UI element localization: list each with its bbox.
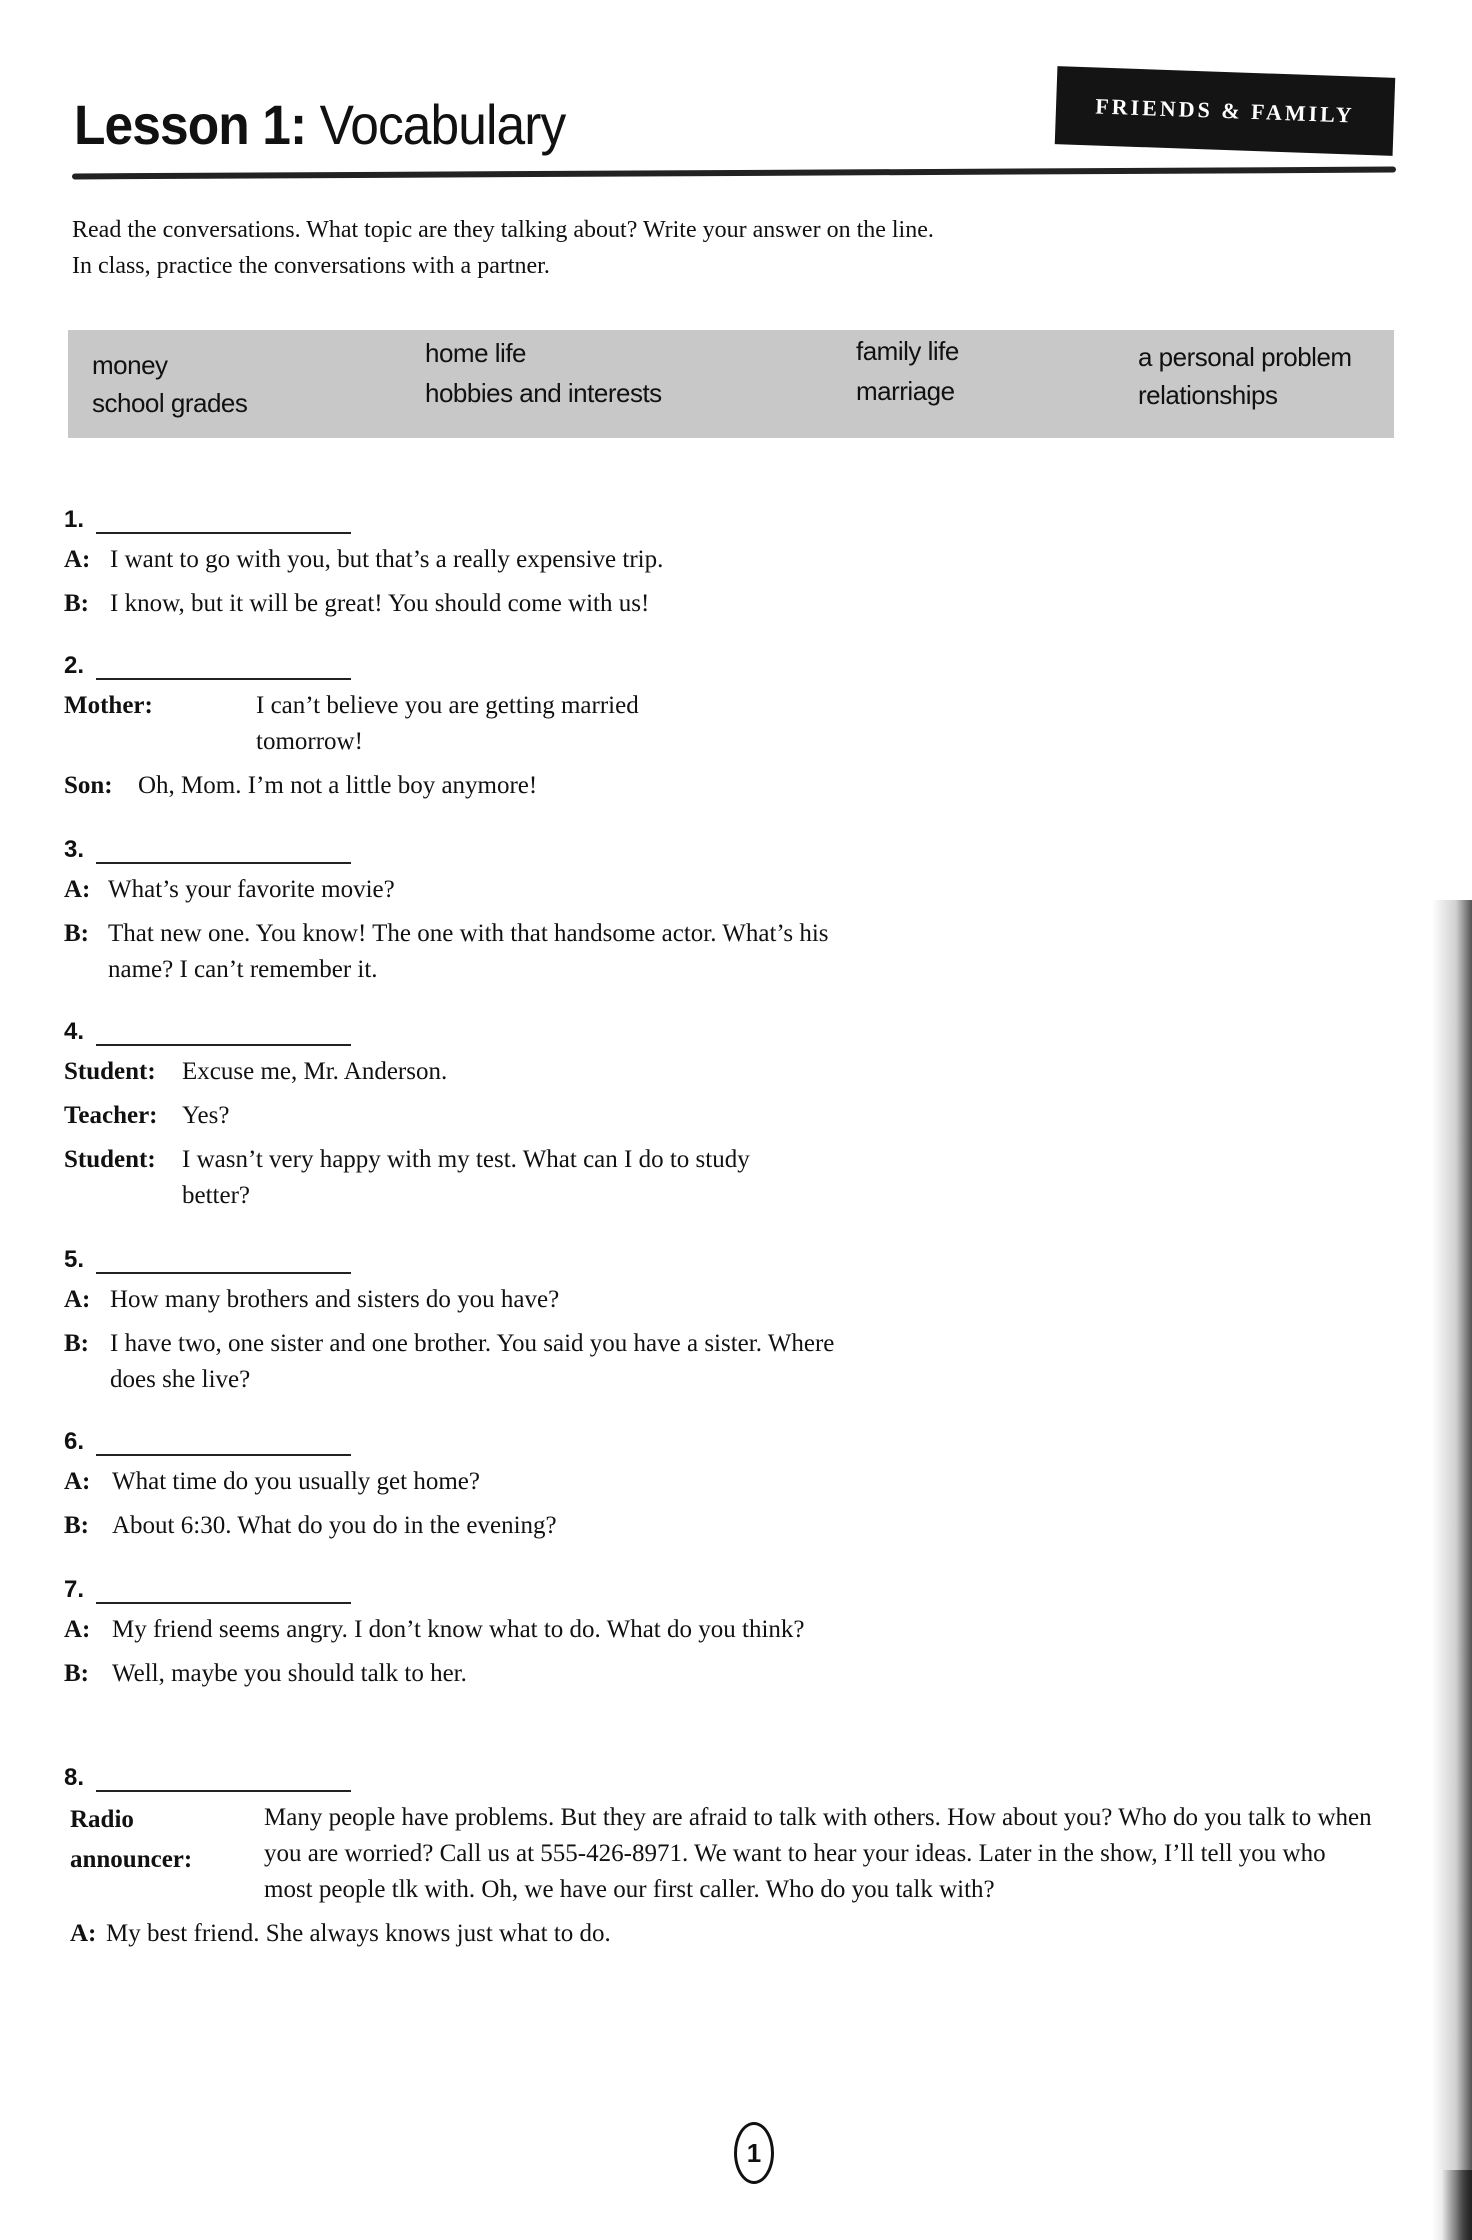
exercise-number: 8. <box>64 1764 85 1791</box>
page-corner-shadow <box>1442 2170 1472 2240</box>
answer-blank[interactable] <box>96 1770 351 1792</box>
exercise-number: 1. <box>64 506 85 533</box>
page-title <box>74 92 565 157</box>
speaker-label: Mother: <box>64 692 153 719</box>
speaker-label: A: <box>64 876 91 903</box>
exercise-number: 7. <box>64 1576 85 1603</box>
answer-blank[interactable] <box>96 512 351 534</box>
word-bank-item: relationships <box>1138 380 1278 410</box>
word-bank-item: family life <box>856 336 959 366</box>
exercise-3 <box>64 830 868 988</box>
page-edge-shadow <box>1432 900 1472 2240</box>
answer-blank[interactable] <box>96 1024 351 1046</box>
speaker-label: A: <box>70 1920 97 1947</box>
utterance: Oh, Mom. I’m not a little boy anymore! <box>138 772 538 799</box>
speaker-label: A: <box>64 546 91 573</box>
speaker-label: B: <box>64 920 89 947</box>
instructions <box>72 212 1172 284</box>
exercise-number: 2. <box>64 652 85 679</box>
word-bank-item: money <box>92 350 168 380</box>
utterance: I know, but it will be great! You should come with us! <box>110 590 650 617</box>
speaker-label: A: <box>64 1468 91 1495</box>
exercise-number: 6. <box>64 1428 85 1455</box>
word-bank-item: home life <box>425 338 526 368</box>
answer-blank[interactable] <box>96 842 351 864</box>
exercise-4 <box>64 1012 802 1214</box>
speaker-label: Son: <box>64 772 113 799</box>
speaker-label: A: <box>64 1616 91 1643</box>
word-bank-item: marriage <box>856 376 955 406</box>
exercise-8 <box>64 1758 1374 1952</box>
page-number: 1 <box>734 2122 774 2184</box>
exercise-number: 4. <box>64 1018 85 1045</box>
utterance: I can’t believe you are getting married tomorrow! <box>256 692 639 755</box>
speaker-label: Student: <box>64 1058 156 1085</box>
instructions-line-1: Read the conversations. What topic are they talking about? Write your answer on the line. <box>72 217 934 243</box>
utterance: What time do you usually get home? <box>112 1468 480 1495</box>
utterance: My best friend. She always knows just what to do. <box>106 1920 611 1947</box>
speaker-label: Radio announcer: <box>70 1806 193 1873</box>
speaker-label: A: <box>64 1286 91 1313</box>
exercise-6 <box>64 1422 832 1544</box>
utterance: Many people have problems. But they are afraid to talk with others. How about you? Who do you talk to when you are worried? Call us at 555-426-8971. We want to hear your ideas. Later in the show, I’ll tell you who most people tlk with. Oh, we have our first caller. Who do you talk with? <box>264 1804 1372 1903</box>
exercise-number: 3. <box>64 836 85 863</box>
word-bank <box>68 330 1394 438</box>
utterance: Excuse me, Mr. Anderson. <box>182 1058 448 1085</box>
answer-blank[interactable] <box>96 658 351 680</box>
answer-blank[interactable] <box>96 1582 351 1604</box>
exercise-1 <box>64 500 830 622</box>
unit-badge: FRIENDS & FAMILY <box>1055 66 1396 156</box>
utterance: I want to go with you, but that’s a really expensive trip. <box>110 546 664 573</box>
word-bank-item: hobbies and interests <box>425 378 662 408</box>
utterance: Well, maybe you should talk to her. <box>112 1660 467 1687</box>
exercise-2 <box>64 646 738 804</box>
lesson-name: Vocabulary <box>306 93 566 156</box>
lesson-number: Lesson 1: <box>74 93 307 156</box>
answer-blank[interactable] <box>96 1434 351 1456</box>
utterance: What’s your favorite movie? <box>108 876 395 903</box>
title-rule <box>72 167 1396 180</box>
exercise-7 <box>64 1570 832 1692</box>
speaker-label: B: <box>64 590 89 617</box>
speaker-label: B: <box>64 1330 89 1357</box>
speaker-label: B: <box>64 1512 89 1539</box>
exercise-number: 5. <box>64 1246 85 1273</box>
utterance: I wasn’t very happy with my test. What can I do to study better? <box>182 1146 750 1209</box>
utterance: How many brothers and sisters do you have? <box>110 1286 560 1313</box>
speaker-label: Teacher: <box>64 1102 158 1129</box>
instructions-line-2: In class, practice the conversations with a partner. <box>72 253 550 279</box>
word-bank-item: a personal problem <box>1138 342 1352 372</box>
utterance: I have two, one sister and one brother. You said you have a sister. Where does she live? <box>110 1330 835 1393</box>
speaker-label: Student: <box>64 1146 156 1173</box>
exercise-5 <box>64 1240 840 1398</box>
utterance: That new one. You know! The one with that handsome actor. What’s his name? I can’t remember it. <box>108 920 829 983</box>
utterance: My friend seems angry. I don’t know what to do. What do you think? <box>112 1616 805 1643</box>
word-bank-item: school grades <box>92 388 248 418</box>
speaker-label: B: <box>64 1660 89 1687</box>
utterance: Yes? <box>182 1102 230 1129</box>
utterance: About 6:30. What do you do in the evening? <box>112 1512 557 1539</box>
answer-blank[interactable] <box>96 1252 351 1274</box>
